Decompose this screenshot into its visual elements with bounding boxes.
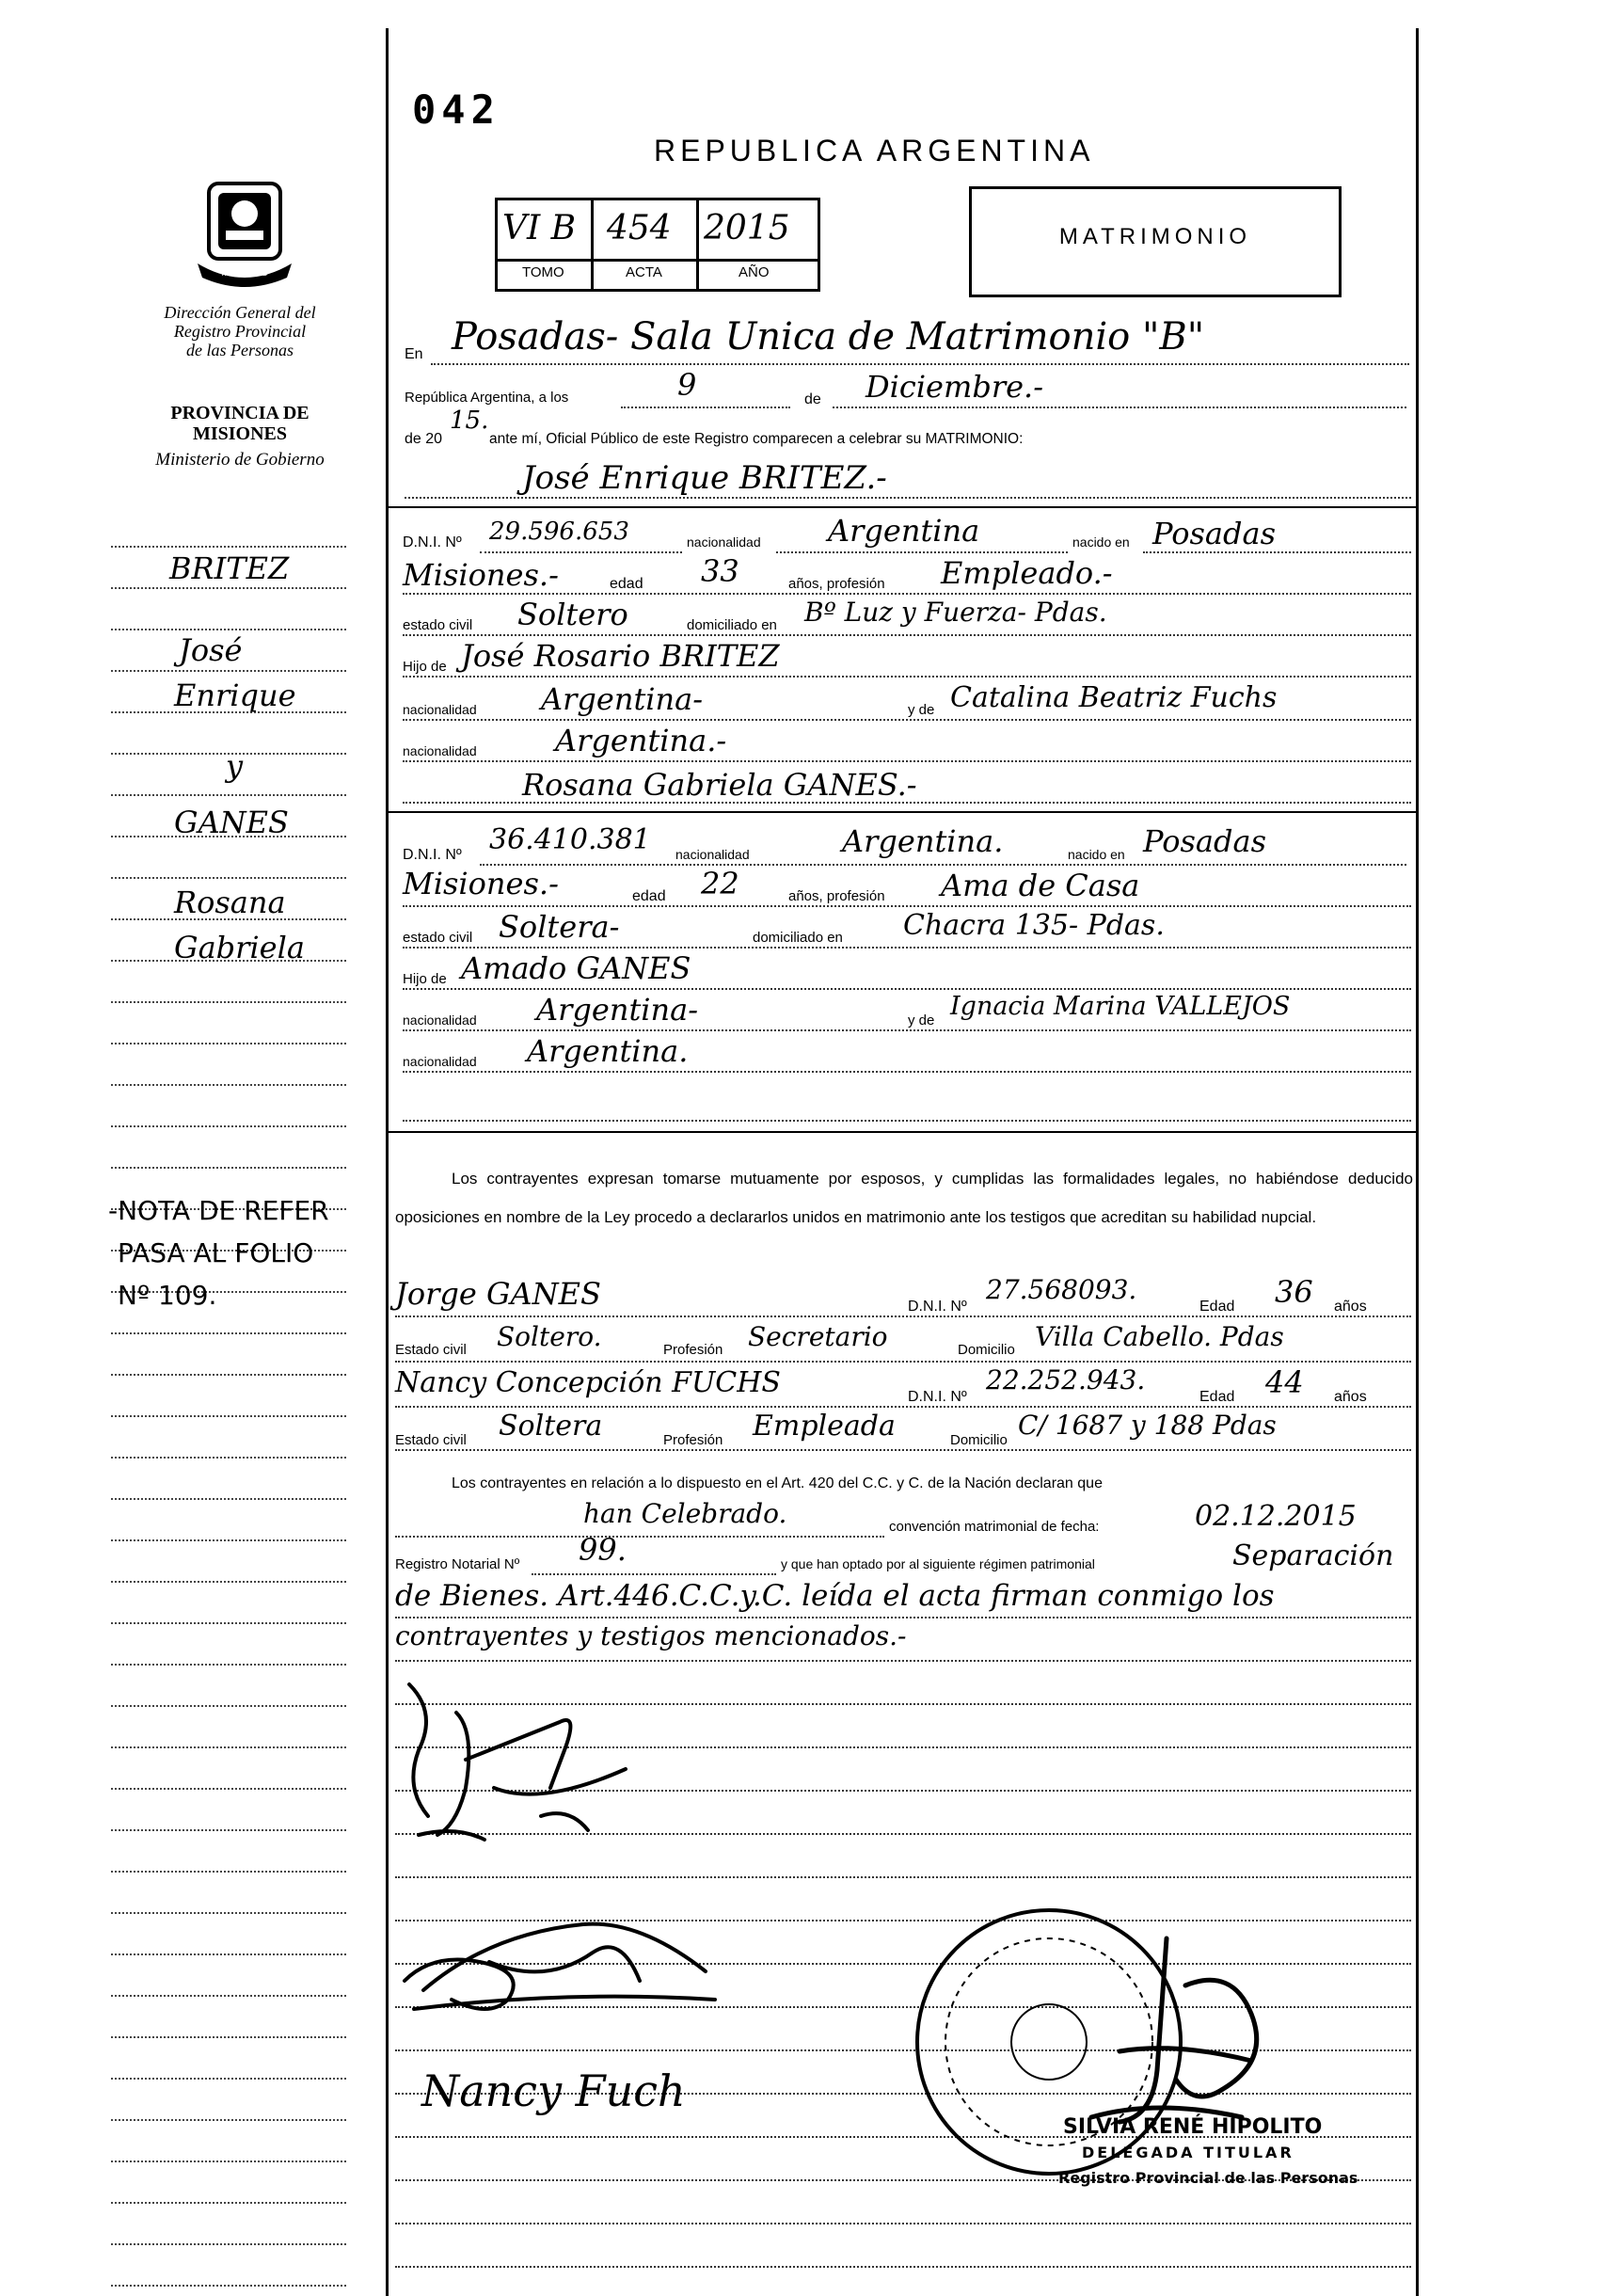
bride-father-nac-label: nacionalidad xyxy=(403,1012,477,1028)
witness2-name: Nancy Concepción FUCHS xyxy=(395,1366,781,1399)
regime-optado-label: y que han optado por al siguiente régimen patrimonial xyxy=(781,1556,1095,1571)
official-title: DELEGADA TITULAR xyxy=(1082,2144,1294,2161)
witness2-dni-label: D.N.I. Nº xyxy=(908,1389,967,1405)
groom-signature xyxy=(400,1675,644,1844)
margin-entry-bride-surname: GANES xyxy=(174,805,289,840)
margin-entry-first-name: José xyxy=(179,632,243,668)
bride-dni-label: D.N.I. Nº xyxy=(403,847,462,863)
margin-rule-line xyxy=(111,1457,346,1459)
margin-rule-line xyxy=(111,1043,346,1044)
en-label: En xyxy=(405,346,423,362)
bride-civil-status: Soltera- xyxy=(499,909,620,945)
nancy-signature: Nancy Fuch xyxy=(421,2065,686,2116)
svg-text:MISIONES: MISIONES xyxy=(221,268,268,279)
witness2-profesion-label: Profesión xyxy=(663,1432,723,1448)
right-border-line xyxy=(1416,28,1419,2296)
bride-profession: Ama de Casa xyxy=(941,868,1140,903)
day-value: 9 xyxy=(677,367,697,403)
margin-note-line-1: -NOTA DE REFER xyxy=(108,1195,329,1226)
acta-label: ACTA xyxy=(626,264,662,280)
official-name: SILVIA RENÉ HIPOLITO xyxy=(1063,2115,1323,2139)
groom-age: 33 xyxy=(701,553,739,589)
margin-rule-line xyxy=(111,670,346,672)
margin-rule-line xyxy=(111,1415,346,1417)
bride-signature xyxy=(395,1896,734,2028)
groom-profession: Empleado.- xyxy=(941,555,1113,591)
year-suffix: 15. xyxy=(450,407,489,435)
margin-rule-line xyxy=(111,2285,346,2287)
margin-note-line-2: PASA AL FOLIO xyxy=(118,1237,314,1268)
witness2-dni: 22.252.943. xyxy=(986,1364,1146,1395)
bride-father-nac: Argentina- xyxy=(536,992,699,1028)
groom-mother: Catalina Beatriz Fuchs xyxy=(950,681,1278,714)
margin-rule-line xyxy=(111,2078,346,2080)
margin-entry-y: y xyxy=(226,748,244,784)
agency-line-1: Dirección General del xyxy=(164,303,316,322)
regime-convencion-label: convención matrimonial de fecha: xyxy=(889,1519,1100,1535)
groom-yde-label: y de xyxy=(908,702,935,718)
bride-hijo-label: Hijo de xyxy=(403,971,447,987)
margin-rule-line xyxy=(111,1664,346,1666)
groom-civil-status: Soltero xyxy=(517,597,628,632)
margin-rule-line xyxy=(111,629,346,630)
margin-rule-line xyxy=(111,1084,346,1086)
witness1-dni: 27.568093. xyxy=(986,1274,1137,1305)
groom-hijo-label: Hijo de xyxy=(403,659,447,675)
groom-dni-label: D.N.I. Nº xyxy=(403,534,462,550)
witness1-domicilio-label: Domicilio xyxy=(958,1342,1015,1358)
bride-birthplace: Posadas xyxy=(1143,823,1266,859)
agency-line-3: de las Personas xyxy=(186,341,294,359)
witness2-edad-label: Edad xyxy=(1199,1389,1235,1405)
bride-dni: 36.410.381 xyxy=(489,823,651,856)
ministry-label: Ministerio de Gobierno xyxy=(155,450,325,470)
margin-rule-line xyxy=(111,1953,346,1955)
groom-domicilio-label: domiciliado en xyxy=(687,617,777,633)
bride-name: Rosana Gabriela GANES.- xyxy=(522,767,917,803)
groom-mother-nac: Argentina.- xyxy=(555,723,727,758)
margin-entry-middle-name: Enrique xyxy=(174,678,296,713)
margin-entry-surname: BRITEZ xyxy=(169,550,290,586)
regime-registro-number: 99. xyxy=(579,1532,627,1568)
margin-rule-line xyxy=(111,587,346,589)
groom-father: José Rosario BRITEZ xyxy=(461,638,780,674)
groom-edad-label: edad xyxy=(610,576,643,592)
anio-value: 2015 xyxy=(704,209,790,247)
groom-mother-nac-label: nacionalidad xyxy=(403,743,477,758)
bride-edad-label: edad xyxy=(632,888,666,904)
bride-profesion-label: años, profesión xyxy=(788,888,885,904)
witness2-profession: Empleada xyxy=(753,1410,896,1443)
bride-estado-label: estado civil xyxy=(403,930,473,946)
bride-yde-label: y de xyxy=(908,1012,935,1028)
bride-mother: Ignacia Marina VALLEJOS xyxy=(950,992,1291,1021)
folio-number: 042 xyxy=(412,87,500,133)
margin-rule-line xyxy=(111,1746,346,1748)
regime-text-3: contrayentes y testigos mencionados.- xyxy=(395,1620,907,1651)
margin-rule-line xyxy=(111,2202,346,2204)
month-value: Diciembre.- xyxy=(866,369,1044,405)
margin-rule-line xyxy=(111,1705,346,1707)
acta-value: 454 xyxy=(607,209,672,247)
margin-rule-line xyxy=(111,1912,346,1914)
signature-rule-line xyxy=(395,2266,1411,2268)
groom-nac-label: nacionalidad xyxy=(687,534,761,550)
witness1-address: Villa Cabello. Pdas xyxy=(1035,1321,1284,1352)
witness1-anios: años xyxy=(1334,1299,1367,1315)
margin-rule-line xyxy=(111,1539,346,1541)
groom-address: Bº Luz y Fuerza- Pdas. xyxy=(804,597,1107,628)
witness1-civil-status: Soltero. xyxy=(497,1321,602,1352)
bride-mother-nac-label: nacionalidad xyxy=(403,1054,477,1069)
bride-nac: Argentina. xyxy=(842,823,1004,859)
regime-celebrated: han Celebrado. xyxy=(583,1498,787,1529)
margin-rule-line xyxy=(111,1622,346,1624)
witness1-estado-label: Estado civil xyxy=(395,1342,467,1358)
official-agency: Registro Provincial de las Personas xyxy=(1058,2169,1358,2187)
margin-rule-line xyxy=(111,1995,346,1997)
bride-age: 22 xyxy=(701,866,739,901)
tomo-value: VI B xyxy=(502,209,577,247)
signature-rule-line xyxy=(395,2223,1411,2224)
witness1-edad-label: Edad xyxy=(1199,1299,1235,1315)
groom-birthplace: Posadas xyxy=(1152,516,1276,551)
margin-rule-line xyxy=(111,2243,346,2245)
margin-rule-line xyxy=(111,1581,346,1583)
province-line-1: PROVINCIA DE xyxy=(170,403,310,423)
regime-intro: Los contrayentes en relación a lo dispuesto en el Art. 420 del C.C. y C. de la Nación declaran que xyxy=(452,1475,1103,1491)
groom-father-nac: Argentina- xyxy=(541,681,704,717)
bride-father: Amado GANES xyxy=(461,950,691,986)
witness2-address: C/ 1687 y 188 Pdas xyxy=(1018,1410,1277,1441)
provincial-seal xyxy=(188,174,301,287)
margin-rule-line xyxy=(111,2160,346,2162)
groom-nacido-label: nacido en xyxy=(1072,534,1130,550)
margin-entry-bride-middle: Gabriela xyxy=(174,930,305,965)
margin-rule-line xyxy=(111,2119,346,2121)
witness2-estado-label: Estado civil xyxy=(395,1432,467,1448)
margin-rule-line xyxy=(111,1332,346,1334)
witness1-profesion-label: Profesión xyxy=(663,1342,723,1358)
left-border-line xyxy=(386,28,389,2296)
bride-mother-nac: Argentina. xyxy=(527,1033,689,1069)
witness1-profession: Secretario xyxy=(748,1321,888,1352)
witness1-dni-label: D.N.I. Nº xyxy=(908,1299,967,1315)
anio-label: AÑO xyxy=(738,264,770,280)
margin-rule-line xyxy=(111,1498,346,1500)
bride-domicilio-label: domiciliado en xyxy=(753,930,843,946)
margin-rule-line xyxy=(111,1001,346,1003)
regime-date: 02.12.2015 xyxy=(1195,1500,1357,1533)
bride-birthplace-2: Misiones.- xyxy=(403,866,559,901)
bride-address: Chacra 135- Pdas. xyxy=(903,909,1165,942)
ante-text: ante mí, Oficial Público de este Registro comparecen a celebrar su MATRIMONIO: xyxy=(489,431,1024,447)
groom-profesion-label: años, profesión xyxy=(788,576,885,592)
groom-name: José Enrique BRITEZ.- xyxy=(522,459,887,497)
margin-rule-line xyxy=(111,877,346,879)
province-line-2: MISIONES xyxy=(192,423,288,444)
margin-rule-line xyxy=(111,1374,346,1376)
margin-rule-line xyxy=(111,1167,346,1169)
regime-text-2: de Bienes. Art.446.C.C.y.C. leída el acta firman conmigo los xyxy=(395,1579,1275,1613)
margin-rule-line xyxy=(111,1829,346,1831)
margin-rule-line xyxy=(111,794,346,796)
country-title: REPUBLICA ARGENTINA xyxy=(654,134,1095,167)
witness2-civil-status: Soltera xyxy=(499,1410,603,1443)
groom-birthplace-2: Misiones.- xyxy=(403,557,559,593)
tomo-label: TOMO xyxy=(522,264,564,280)
groom-father-nac-label: nacionalidad xyxy=(403,702,477,717)
margin-note-line-3: Nº 109. xyxy=(118,1280,217,1311)
regime-registro-label: Registro Notarial Nº xyxy=(395,1556,520,1572)
margin-entry-bride-first: Rosana xyxy=(174,885,286,920)
bride-nac-label: nacionalidad xyxy=(675,847,750,862)
margin-rule-line xyxy=(111,1871,346,1873)
groom-estado-label: estado civil xyxy=(403,617,473,633)
regime-text-1: Separación xyxy=(1232,1539,1394,1572)
witness1-age: 36 xyxy=(1275,1274,1313,1310)
bride-nacido-label: nacido en xyxy=(1068,847,1125,862)
margin-rule-line xyxy=(111,1125,346,1127)
place-value: Posadas- Sala Unica de Matrimonio "B" xyxy=(452,315,1205,359)
declaration-text: Los contrayentes expresan tomarse mutuamente por esposos, y cumplidas las formalidades legales, no habiéndose deducido oposiciones en nombre de la Ley procedo a declararlos unidos en matrimonio ante los testigos que acreditan su habilidad nupcial. xyxy=(395,1170,1413,1226)
witness1-name: Jorge GANES xyxy=(395,1276,601,1312)
witness2-domicilio-label: Domicilio xyxy=(950,1432,1008,1448)
year-prefix: de 20 xyxy=(405,431,443,447)
margin-rule-line xyxy=(111,2036,346,2038)
groom-dni: 29.596.653 xyxy=(489,518,629,546)
witness2-anios: años xyxy=(1334,1389,1367,1405)
margin-rule-line xyxy=(111,1788,346,1790)
witness2-age: 44 xyxy=(1265,1364,1304,1400)
record-type-label: MATRIMONIO xyxy=(1058,224,1252,249)
official-signature xyxy=(1063,1929,1289,2136)
margin-rule-line xyxy=(111,546,346,548)
signature-rule-line xyxy=(395,1876,1411,1878)
de-label: de xyxy=(804,391,821,407)
groom-nac: Argentina xyxy=(828,513,980,549)
republica-label: República Argentina, a los xyxy=(405,390,569,406)
agency-line-2: Registro Provincial xyxy=(173,322,307,341)
